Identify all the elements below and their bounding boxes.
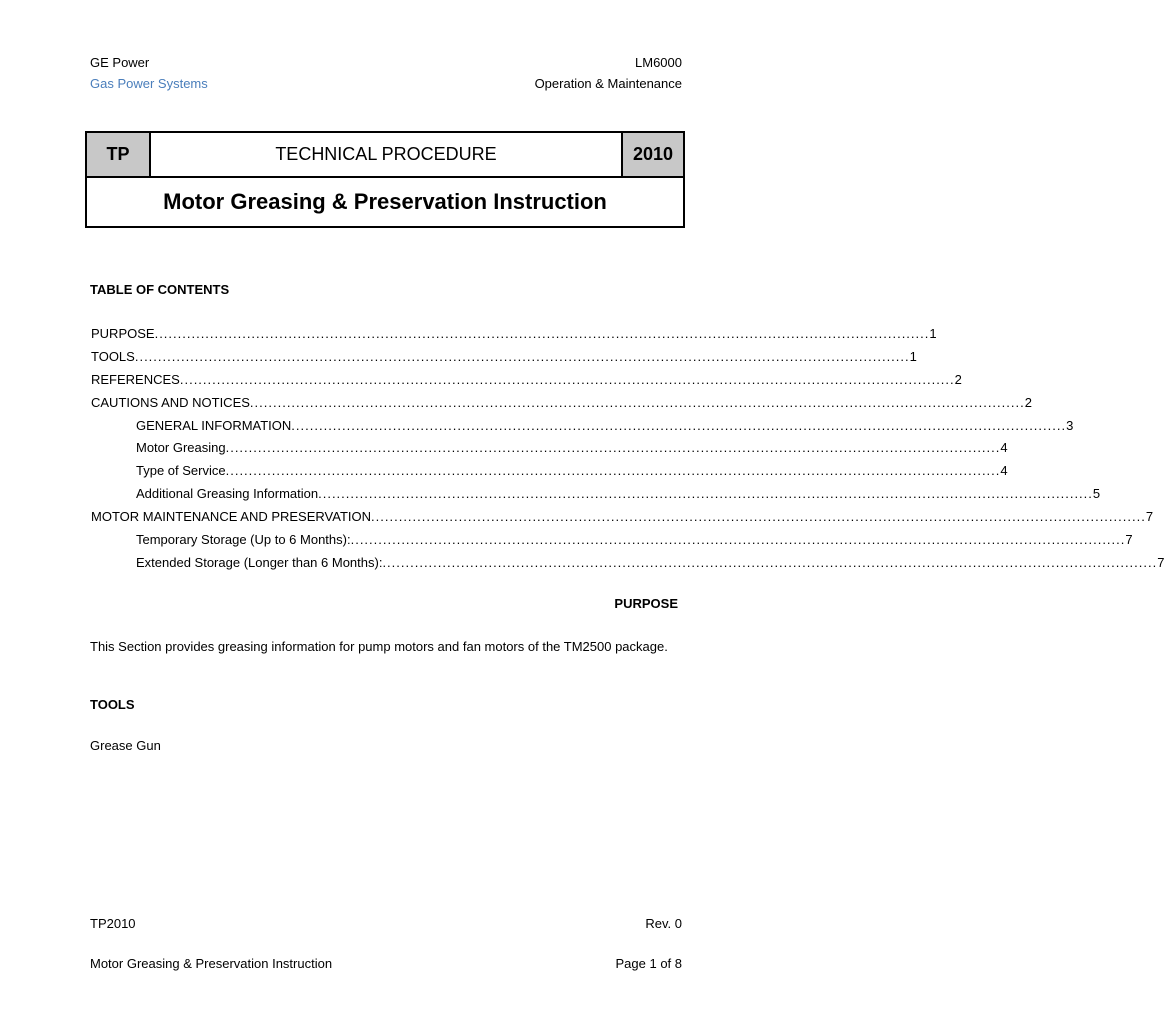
toc-leader-dots: ........................................................................................................................................................................ [350,532,1126,548]
toc-entry-label: Temporary Storage (Up to 6 Months): [136,532,351,548]
toc-page-number: 7 [1145,509,1154,525]
tools-text: Grease Gun [90,738,161,753]
toc-leader-dots: ........................................................................................................................................................................ [225,440,1001,456]
toc-page-number: 3 [1066,417,1074,433]
toc-entry-label: Type of Service [136,463,226,479]
toc-entry-label: PURPOSE [91,326,155,341]
toc-leader-dots: ........................................................................................................................................................................ [154,326,930,341]
toc-leader-dots: ........................................................................................................................................................................ [225,463,1001,479]
toc-entry-temporary-storage[interactable] [91,529,1133,552]
table-of-contents [91,323,1164,575]
footer-revision: Rev. 0 [645,916,682,931]
toc-entry-cautions[interactable] [91,392,1032,415]
page-header-right [535,52,682,94]
toc-page-number: 4 [1000,463,1008,479]
title-block [85,131,685,228]
model-name: LM6000 [635,55,682,70]
toc-entry-type-of-service[interactable] [91,460,1008,483]
toc-entry-label: Additional Greasing Information [136,486,319,502]
purpose-text: This Section provides greasing information for pump motors and fan motors of the TM2500 package. [90,639,668,654]
toc-page-number: 1 [909,348,917,364]
toc-leader-dots: ........................................................................................................................................................................ [134,348,910,364]
purpose-heading: PURPOSE [614,596,678,611]
toc-entry-label: Motor Greasing [136,440,226,456]
toc-page-number: 1 [929,326,937,341]
toc-entry-label: MOTOR MAINTENANCE AND PRESERVATION [91,509,372,525]
toc-entry-references[interactable] [91,369,962,392]
procedure-type: TECHNICAL PROCEDURE [150,132,622,177]
toc-leader-dots: ........................................................................................................................................................................ [318,486,1093,502]
toc-entry-label: GENERAL INFORMATION [136,417,292,433]
division-name: Gas Power Systems [90,76,208,91]
toc-entry-tools[interactable] [91,346,917,369]
toc-entry-label: TOOLS [91,348,135,364]
toc-leader-dots: ........................................................................................................................................................................ [291,417,1067,433]
page-header-left [90,52,208,94]
toc-leader-dots: ........................................................................................................................................................................ [249,394,1025,410]
toc-entry-additional-greasing[interactable] [91,483,1101,506]
manual-name: Operation & Maintenance [534,76,682,91]
toc-entry-label: Extended Storage (Longer than 6 Months): [136,554,383,570]
document-title: Motor Greasing & Preservation Instruction [86,177,684,227]
toc-entry-purpose[interactable] [91,323,937,346]
tools-heading: TOOLS [90,697,135,712]
toc-entry-motor-greasing[interactable] [91,437,1008,460]
toc-page-number: 5 [1092,486,1101,502]
toc-leader-dots: ........................................................................................................................................................................ [371,509,1146,525]
toc-entry-label: REFERENCES [91,371,180,387]
company-name: GE Power [90,55,150,70]
toc-page-number: 7 [1157,554,1164,570]
toc-page-number: 4 [1000,440,1008,456]
footer-page-number: Page 1 of 8 [615,956,682,971]
toc-entry-general-information[interactable] [91,415,1074,438]
toc-leader-dots: ........................................................................................................................................................................ [179,371,955,387]
procedure-code: TP [86,132,150,177]
toc-entry-label: CAUTIONS AND NOTICES [91,394,250,410]
footer-doc-id: TP2010 [90,916,136,931]
toc-heading: TABLE OF CONTENTS [90,282,230,297]
toc-leader-dots: ........................................................................................................................................................................ [382,554,1158,570]
toc-page-number: 7 [1125,532,1133,548]
toc-page-number: 2 [954,371,962,387]
toc-entry-motor-maintenance[interactable] [91,506,1154,529]
footer-title: Motor Greasing & Preservation Instruction [90,956,333,971]
toc-entry-extended-storage[interactable] [91,552,1164,575]
toc-page-number: 2 [1024,394,1032,410]
procedure-number: 2010 [622,132,684,177]
